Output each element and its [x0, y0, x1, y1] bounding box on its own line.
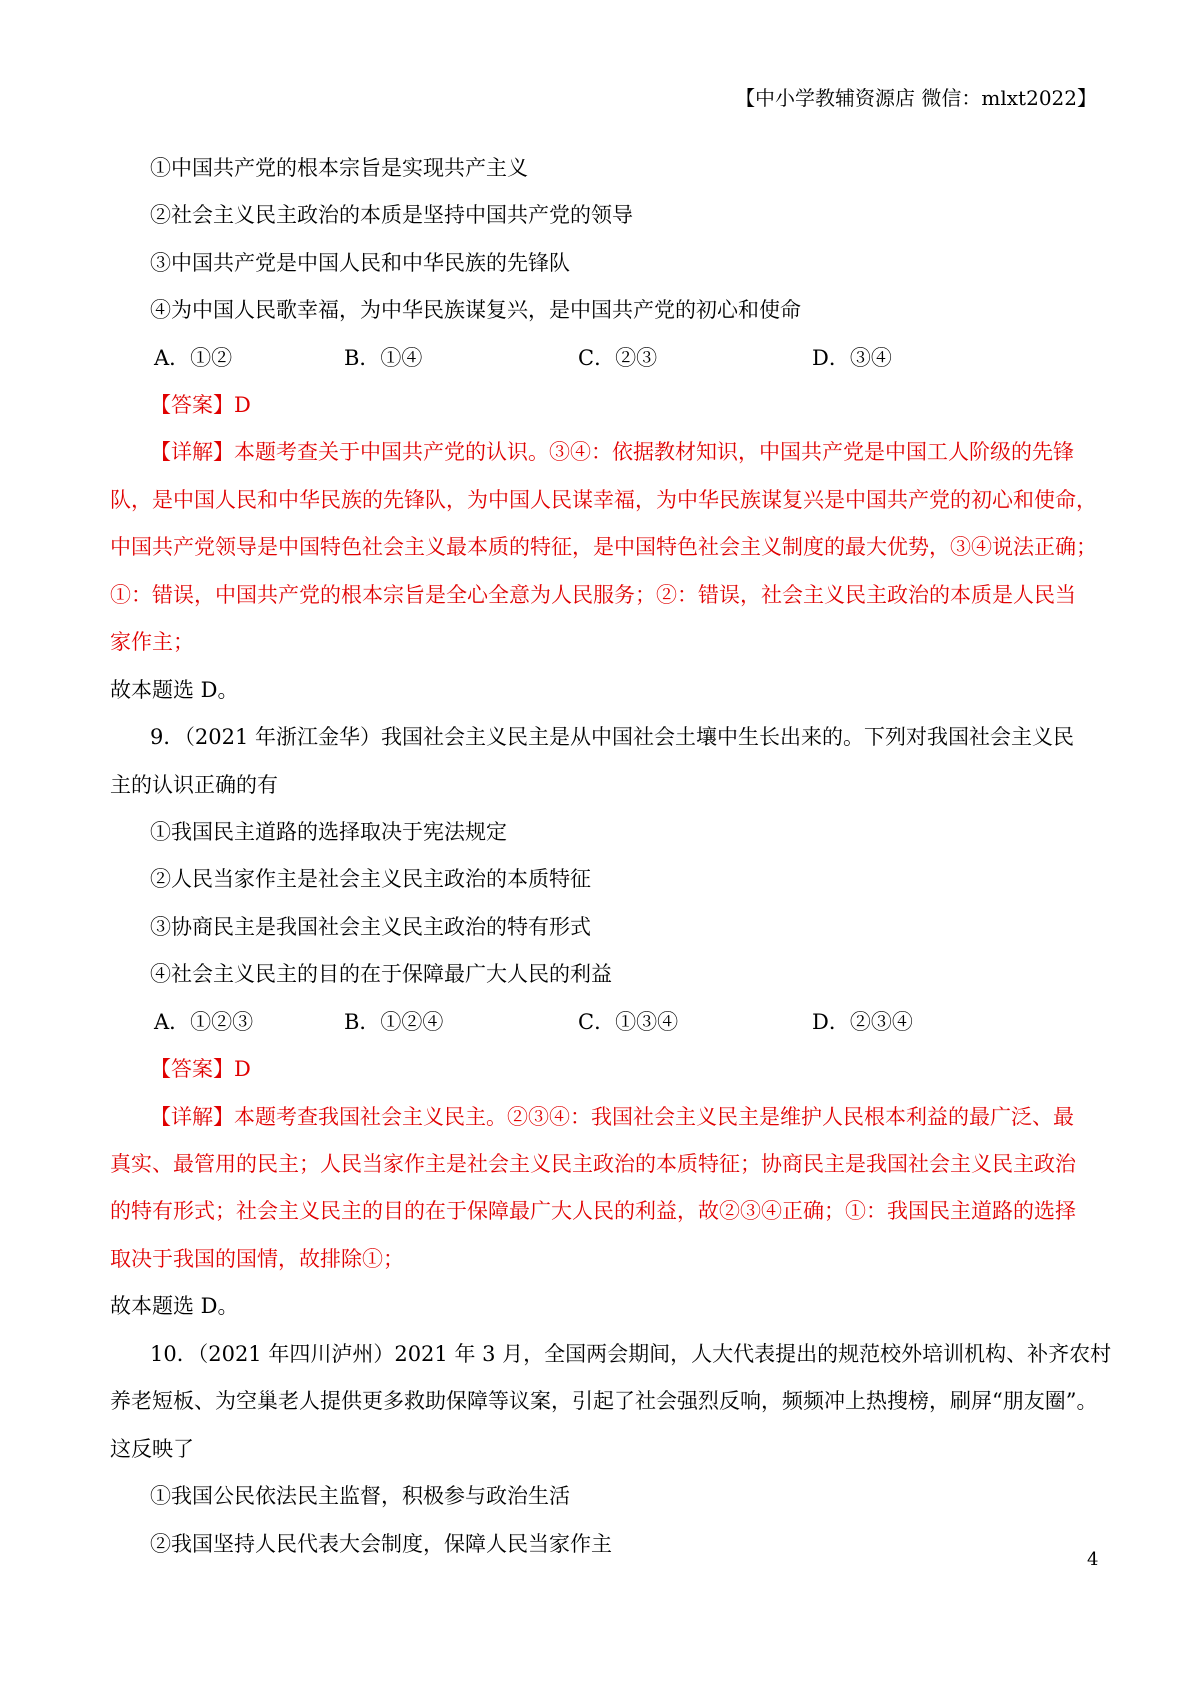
q10-stem-line-1: 10．（2021 年四川泸州）2021 年 3 月，全国两会期间，人大代表提出的规范校外培训机构、补齐农村	[150, 1342, 1112, 1366]
q8-option-b: B．①④	[344, 346, 423, 370]
q9-answer: 【答案】D	[150, 1057, 251, 1081]
q10-statement-2: ②我国坚持人民代表大会制度，保障人民当家作主	[150, 1532, 612, 1556]
q9-stem-line-2: 主的认识正确的有	[110, 773, 278, 797]
q9-option-b: B．①②④	[344, 1010, 444, 1034]
q10-stem-line-3: 这反映了	[110, 1437, 194, 1461]
q8-statement-2: ②社会主义民主政治的本质是坚持中国共产党的领导	[150, 203, 633, 227]
q9-stem-line-1: 9．（2021 年浙江金华）我国社会主义民主是从中国社会土壤中生长出来的。下列对我国社会主义民	[150, 725, 1074, 749]
q9-statement-4: ④社会主义民主的目的在于保障最广大人民的利益	[150, 962, 612, 986]
q9-option-a: A．①②③	[154, 1010, 254, 1034]
q9-statement-1: ①我国民主道路的选择取决于宪法规定	[150, 820, 507, 844]
q9-detail-line-3: 的特有形式；社会主义民主的目的在于保障最广大人民的利益，故②③④正确；①：我国民主道路的选择	[110, 1199, 1076, 1223]
q8-detail-line-3: 中国共产党领导是中国特色社会主义最本质的特征，是中国特色社会主义制度的最大优势，③④说法正确；	[110, 535, 1097, 559]
q8-statement-1: ①中国共产党的根本宗旨是实现共产主义	[150, 156, 528, 180]
q8-detail-line-5: 家作主；	[110, 630, 194, 654]
q9-statement-2: ②人民当家作主是社会主义民主政治的本质特征	[150, 867, 591, 891]
q8-answer: 【答案】D	[150, 393, 251, 417]
q9-statement-3: ③协商民主是我国社会主义民主政治的特有形式	[150, 915, 591, 939]
q8-conclusion: 故本题选 D。	[110, 678, 239, 702]
q8-option-a: A．①②	[154, 346, 233, 370]
q9-detail-line-2: 真实、最管用的民主；人民当家作主是社会主义民主政治的本质特征；协商民主是我国社会主义民主政治	[110, 1152, 1076, 1176]
q8-statement-3: ③中国共产党是中国人民和中华民族的先锋队	[150, 251, 570, 275]
page-header: 【中小学教辅资源店 微信：mlxt2022】	[735, 86, 1097, 110]
q8-detail-line-2: 队，是中国人民和中华民族的先锋队，为中国人民谋幸福，为中华民族谋复兴是中国共产党的初心和使命，	[110, 488, 1097, 512]
q9-detail-line-1: 【详解】本题考查我国社会主义民主。②③④：我国社会主义民主是维护人民根本利益的最广泛、最	[150, 1105, 1074, 1129]
q10-stem-line-2: 养老短板、为空巢老人提供更多救助保障等议案，引起了社会强烈反响，频频冲上热搜榜，刷屏“朋友圈”。	[110, 1389, 1098, 1413]
q10-statement-1: ①我国公民依法民主监督，积极参与政治生活	[150, 1484, 570, 1508]
page-number: 4	[1087, 1549, 1099, 1570]
q9-option-d: D．②③④	[812, 1010, 913, 1034]
q8-statement-4: ④为中国人民歌幸福，为中华民族谋复兴，是中国共产党的初心和使命	[150, 298, 801, 322]
q8-option-c: C．②③	[578, 346, 658, 370]
q9-detail-line-4: 取决于我国的国情，故排除①；	[110, 1247, 404, 1271]
q8-option-d: D．③④	[812, 346, 892, 370]
q9-option-c: C．①③④	[578, 1010, 679, 1034]
q8-detail-line-4: ①：错误，中国共产党的根本宗旨是全心全意为人民服务；②：错误，社会主义民主政治的本质是人民当	[110, 583, 1076, 607]
q8-detail-line-1: 【详解】本题考查关于中国共产党的认识。③④：依据教材知识，中国共产党是中国工人阶级的先锋	[150, 440, 1074, 464]
q9-conclusion: 故本题选 D。	[110, 1294, 239, 1318]
